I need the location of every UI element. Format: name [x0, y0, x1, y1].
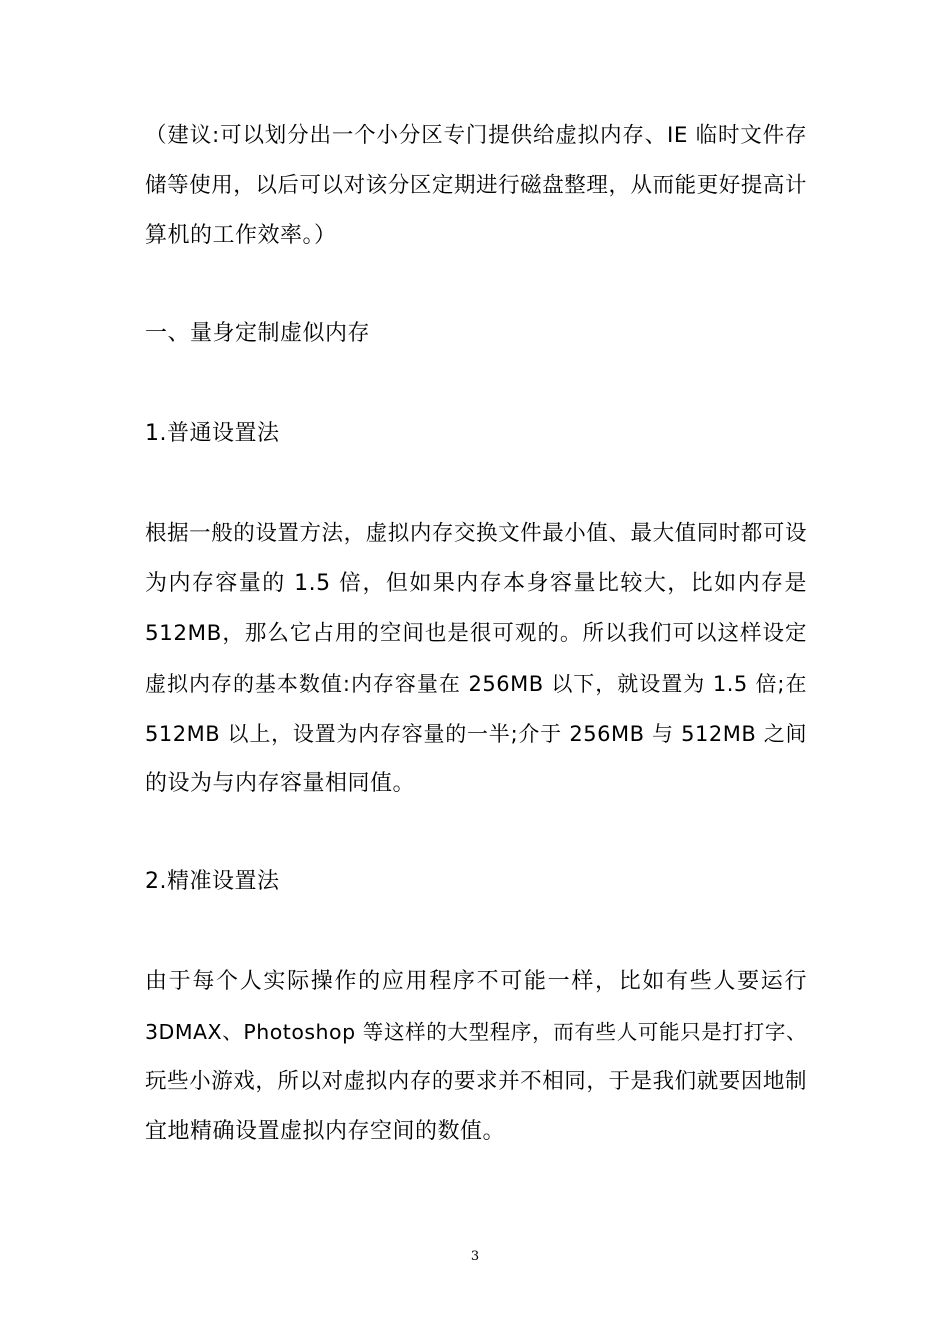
paragraph-line: （建议:可以划分出一个小分区专门提供给虚拟内存、IE 临时文件存: [145, 123, 807, 148]
paragraph-line: 为内存容量的 1.5 倍，但如果内存本身容量比较大，比如内存是: [145, 571, 807, 596]
paragraph-line: 玩些小游戏，所以对虚拟内存的要求并不相同，于是我们就要因地制: [145, 1069, 807, 1094]
paragraph-line: 512MB 以上，设置为内存容量的一半;介于 256MB 与 512MB 之间: [145, 722, 807, 746]
paragraph-line: 由于每个人实际操作的应用程序不可能一样，比如有些人要运行: [145, 969, 807, 994]
paragraph-line: 宜地精确设置虚拟内存空间的数值。: [145, 1119, 506, 1144]
paragraph-line: 512MB，那么它占用的空间也是很可观的。所以我们可以这样设定: [145, 621, 807, 646]
paragraph-line: 3DMAX、Photoshop 等这样的大型程序，而有些人可能只是打打字、: [145, 1020, 807, 1044]
paragraph-line: 储等使用，以后可以对该分区定期进行磁盘整理，从而能更好提高计: [145, 173, 807, 198]
subsection-heading: 2.精准设置法: [145, 869, 280, 894]
page-number: 3: [470, 1249, 480, 1264]
paragraph-line: 虚拟内存的基本数值:内存容量在 256MB 以下，就设置为 1.5 倍;在: [145, 672, 807, 696]
paragraph-line: 根据一般的设置方法，虚拟内存交换文件最小值、最大值同时都可设: [145, 521, 807, 546]
subsection-heading: 1.普通设置法: [145, 421, 280, 446]
paragraph-line: 的设为与内存容量相同值。: [145, 771, 416, 796]
section-heading: 一、量身定制虚似内存: [145, 321, 371, 346]
paragraph-line: 算机的工作效率。）: [145, 223, 337, 248]
